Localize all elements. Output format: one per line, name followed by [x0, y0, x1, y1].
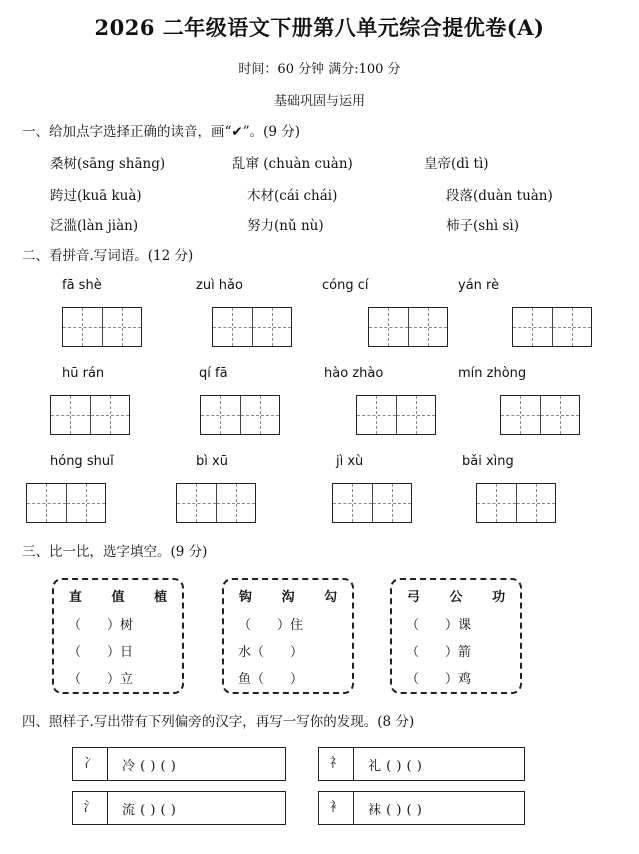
s1-item-6: 段落(duàn tuàn) — [446, 188, 553, 204]
writing-grid-11[interactable] — [332, 483, 412, 523]
writing-grid-5[interactable] — [50, 395, 130, 435]
s1-item-4: 跨过(kuā kuà) — [50, 188, 142, 204]
s1-item-5: 木材(cái chái) — [247, 188, 338, 204]
fill-blank[interactable]: （ ）箭 — [406, 645, 472, 660]
s1-item-1: 桑树(sāng shāng) — [50, 156, 166, 172]
compare-box-3 — [390, 578, 522, 694]
fill-blank[interactable]: （ ）鸡 — [406, 672, 472, 687]
writing-grid-10[interactable] — [176, 483, 256, 523]
pinyin-12: bǎi xìng — [462, 454, 514, 469]
char: 钩 — [238, 590, 252, 605]
radical: 衤 — [319, 792, 354, 824]
fill-blank[interactable]: 水（ ） — [238, 645, 304, 660]
section-subtitle: 基础巩固与运用 — [273, 94, 365, 109]
writing-grid-2[interactable] — [212, 307, 292, 347]
writing-grid-8[interactable] — [500, 395, 580, 435]
radical-row-4[interactable] — [318, 791, 525, 825]
section-3-heading: 三、比一比，选字填空。(9 分) — [22, 544, 208, 560]
char: 值 — [111, 590, 125, 605]
char: 植 — [154, 590, 168, 605]
fill-blank[interactable]: （ ）日 — [68, 645, 134, 660]
compare-box-2 — [222, 578, 354, 694]
fill-blank[interactable]: （ ）课 — [406, 618, 472, 633]
radical-row-3[interactable] — [72, 791, 286, 825]
radical: 礻 — [319, 748, 354, 780]
radical-row-2[interactable] — [318, 747, 525, 781]
s1-item-7: 泛滥(làn jiàn) — [50, 218, 139, 234]
radical: 氵 — [73, 792, 108, 824]
radical: 冫 — [73, 748, 108, 780]
writing-grid-6[interactable] — [200, 395, 280, 435]
s1-item-2: 乱窜 (chuàn cuàn) — [232, 156, 353, 172]
writing-grid-9[interactable] — [26, 483, 106, 523]
fill-blank[interactable]: （ ）住 — [238, 618, 304, 633]
section-1-heading: 一、给加点字选择正确的读音，画“✔”。(9 分) — [22, 124, 301, 140]
pinyin-9: hóng shuǐ — [50, 454, 114, 469]
exam-meta: 时间：60 分钟 满分:100 分 — [238, 62, 401, 77]
char: 沟 — [281, 590, 295, 605]
compare-box-1 — [52, 578, 184, 694]
fill-blank[interactable]: （ ）树 — [68, 618, 134, 633]
example-blanks[interactable]: 流 ( ) ( ) — [122, 802, 177, 818]
section-4-heading: 四、照样子.写出带有下列偏旁的汉字，再写一写你的发现。(8 分) — [22, 714, 415, 730]
fill-blank[interactable]: 鱼（ ） — [238, 672, 304, 687]
pinyin-3: cóng cí — [322, 278, 369, 293]
pinyin-6: qí fā — [199, 366, 228, 381]
writing-grid-4[interactable] — [512, 307, 592, 347]
pinyin-7: hào zhào — [324, 366, 384, 381]
char: 勾 — [324, 590, 338, 605]
pinyin-2: zuì hǎo — [196, 278, 243, 293]
writing-grid-7[interactable] — [356, 395, 436, 435]
s1-item-9: 柿子(shì sì) — [446, 218, 520, 234]
example-blanks[interactable]: 礼 ( ) ( ) — [368, 758, 423, 774]
page-title: 2026 二年级语文下册第八单元综合提优卷(A) — [94, 15, 545, 40]
radical-row-1[interactable] — [72, 747, 286, 781]
pinyin-5: hū rán — [62, 366, 105, 381]
example-blanks[interactable]: 袜 ( ) ( ) — [368, 802, 423, 818]
pinyin-4: yán rè — [458, 278, 500, 293]
example-blanks[interactable]: 冷 ( ) ( ) — [122, 758, 177, 774]
writing-grid-12[interactable] — [476, 483, 556, 523]
s1-item-8: 努力(nǔ nù) — [247, 218, 324, 234]
char: 公 — [449, 590, 463, 605]
section-2-heading: 二、看拼音.写词语。(12 分) — [22, 248, 194, 264]
char: 直 — [68, 590, 82, 605]
writing-grid-3[interactable] — [368, 307, 448, 347]
char: 功 — [492, 590, 506, 605]
char: 弓 — [406, 590, 420, 605]
pinyin-10: bì xū — [196, 454, 228, 469]
pinyin-8: mín zhòng — [458, 366, 527, 381]
s1-item-3: 皇帝(dì tì) — [424, 156, 489, 172]
pinyin-11: jì xù — [336, 454, 364, 469]
fill-blank[interactable]: （ ）立 — [68, 672, 134, 687]
writing-grid-1[interactable] — [62, 307, 142, 347]
pinyin-1: fā shè — [62, 278, 102, 293]
